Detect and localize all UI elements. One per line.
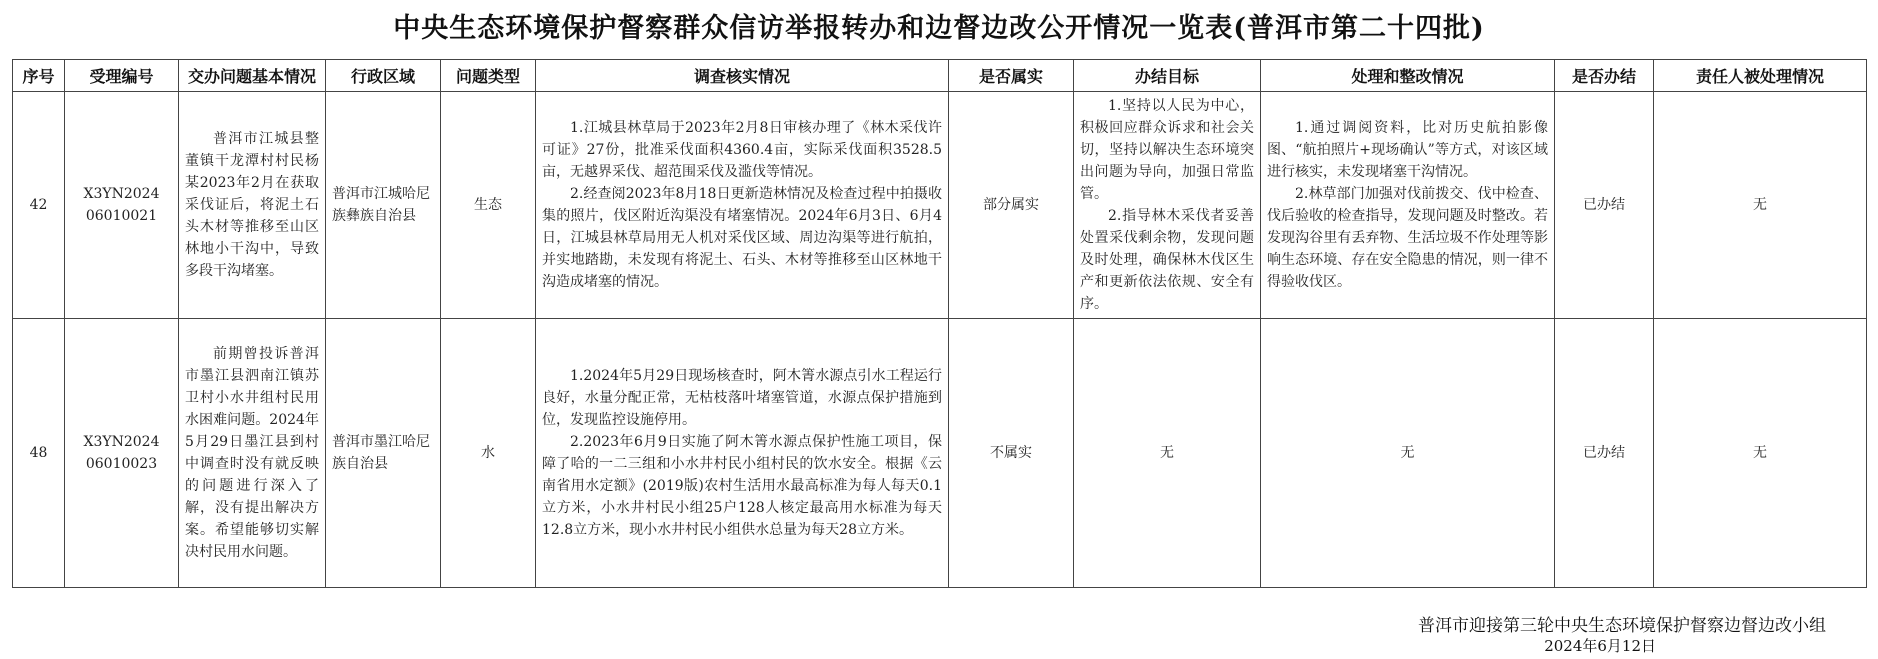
table-header-row [13, 60, 1867, 92]
cell-case-id: X3YN2024 06010021 [65, 92, 179, 319]
cell-closed: 已办结 [1555, 319, 1654, 588]
header-investigation: 调查核实情况 [536, 60, 949, 92]
header-handling: 处理和整改情况 [1261, 60, 1555, 92]
header-issue: 交办问题基本情况 [179, 60, 326, 92]
cell-verified: 不属实 [949, 319, 1074, 588]
cell-seq: 48 [13, 319, 65, 588]
cell-handling [1261, 92, 1555, 319]
page-title: 中央生态环境保护督察群众信访举报转办和边督边改公开情况一览表(普洱市第二十四批) [393, 13, 1485, 44]
table-row [13, 319, 1867, 588]
issue-date: 2024年6月12日 [1544, 637, 1656, 655]
header-seq: 序号 [13, 60, 65, 92]
header-closed: 是否办结 [1555, 60, 1654, 92]
cell-accountability: 无 [1654, 92, 1867, 319]
handling-paragraph: 1.通过调阅资料，比对历史航拍影像图、“航拍照片+现场确认”等方式，对该区域进行核实，未发现堵塞干沟情况。 [1267, 120, 1548, 180]
cell-issue [179, 319, 326, 588]
report-table [12, 59, 1867, 588]
cell-type: 水 [441, 319, 536, 588]
goal-paragraph: 2.指导林木采伐者妥善处置采伐剩余物，发现问题及时处理，确保林木伐区生产和更新依法依规、安全有序。 [1080, 208, 1254, 312]
cell-closed: 已办结 [1555, 92, 1654, 319]
header-case-id: 受理编号 [65, 60, 179, 92]
header-region: 行政区域 [326, 60, 441, 92]
header-verified: 是否属实 [949, 60, 1074, 92]
issue-text: 前期曾投诉普洱市墨江县泗南江镇苏卫村小水井组村民用水困难问题。2024年5月29日墨江县到村中调查时没有就反映的问题进行深入了解，没有提出解决方案。希望能够切实解决村民用水问题。 [185, 346, 319, 560]
cell-handling: 无 [1261, 319, 1555, 588]
cell-goal: 无 [1074, 319, 1261, 588]
cell-accountability: 无 [1654, 319, 1867, 588]
issue-text: 普洱市江城县整董镇干龙潭村村民杨某2023年2月在获取采伐证后，将泥土石头木材等推移至山区林地小干沟中，导致多段干沟堵塞。 [185, 131, 319, 279]
table-row [13, 92, 1867, 319]
issuing-organization: 普洱市迎接第三轮中央生态环境保护督察边督边改小组 [1418, 616, 1826, 636]
header-accountability: 责任人被处理情况 [1654, 60, 1867, 92]
investigation-paragraph: 1.2024年5月29日现场核查时，阿木箐水源点引水工程运行良好，水量分配正常，无枯枝落叶堵塞管道，水源点保护措施到位，发现监控设施停用。 [542, 368, 942, 428]
investigation-paragraph: 2.2023年6月9日实施了阿木箐水源点保护性施工项目，保障了哈的一二三组和小水井村民小组村民的饮水安全。根据《云南省用水定额》(2019版)农村生活用水最高标准为每人每天0.1立方米，小水井村民小组25户128人核定最高用水标准为每天12.8立方米，现小水井村民小组供水总量为每天28立方米。 [542, 434, 942, 538]
cell-region: 普洱市江城哈尼族彝族自治县 [326, 92, 441, 319]
investigation-paragraph: 2.经查阅2023年8月18日更新造林情况及检查过程中拍摄收集的照片，伐区附近沟渠没有堵塞情况。2024年6月3日、6月4日，江城县林草局用无人机对采伐区域、周边沟渠等进行航拍，并实地踏勘，未发现有将泥土、石头、木材等推移至山区林地干沟造成堵塞的情况。 [542, 186, 942, 290]
cell-type: 生态 [441, 92, 536, 319]
cell-issue [179, 92, 326, 319]
cell-region: 普洱市墨江哈尼族自治县 [326, 319, 441, 588]
cell-verified: 部分属实 [949, 92, 1074, 319]
cell-investigation [536, 92, 949, 319]
cell-investigation [536, 319, 949, 588]
header-goal: 办结目标 [1074, 60, 1261, 92]
cell-case-id: X3YN2024 06010023 [65, 319, 179, 588]
cell-goal [1074, 92, 1261, 319]
investigation-paragraph: 1.江城县林草局于2023年2月8日审核办理了《林木采伐许可证》27份，批准采伐面积4360.4亩，实际采伐面积3528.5亩，无越界采伐、超范围采伐及滥伐等情况。 [542, 120, 942, 180]
header-type: 问题类型 [441, 60, 536, 92]
cell-seq: 42 [13, 92, 65, 319]
goal-paragraph: 1.坚持以人民为中心，积极回应群众诉求和社会关切，坚持以解决生态环境突出问题为导向，加强日常监管。 [1080, 98, 1254, 202]
handling-paragraph: 2.林草部门加强对伐前拨交、伐中检查、伐后验收的检查指导，发现问题及时整改。若发现沟谷里有丢弃物、生活垃圾不作处理等影响生态环境、存在安全隐患的情况，则一律不得验收伐区。 [1267, 186, 1548, 290]
